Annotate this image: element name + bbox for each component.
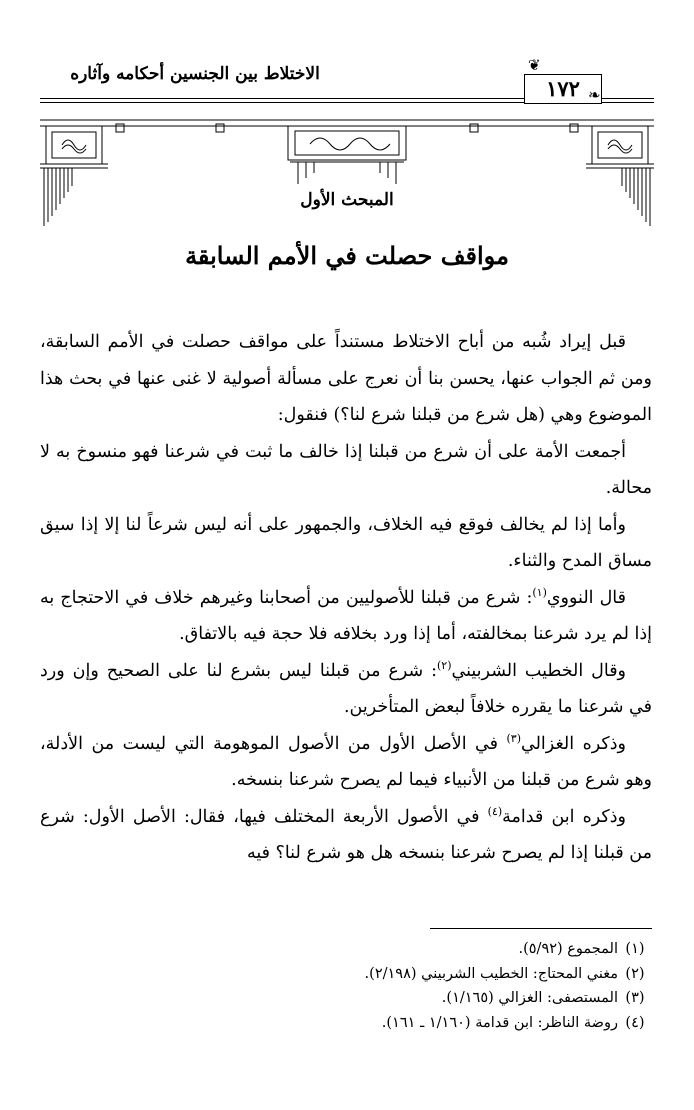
section-title: مواقف حصلت في الأمم السابقة — [185, 241, 509, 270]
paragraph-4-lead: قال النووي — [546, 587, 626, 608]
ornamental-frame — [40, 118, 654, 228]
page-number: ١٧٢ — [524, 74, 602, 104]
paragraph-5 — [40, 653, 652, 726]
paragraph-5-rest: : شرع من قبلنا ليس بشرع لنا على الصحيح وإن ورد في شرعنا ما يقرره خلافاً لبعض المتأخرين. — [40, 660, 652, 717]
paragraph-7-rest: في الأصول الأربعة المختلف فيها، فقال: الأصل الأول: شرع من قبلنا إذا لم يصرح شرعنا بنسخه هل هو شرع لنا؟ فيه — [40, 806, 652, 863]
footnote — [40, 986, 652, 1011]
body-text — [40, 324, 652, 872]
footnote — [40, 1011, 652, 1036]
header-rule-double — [40, 102, 524, 103]
footnotes — [40, 937, 652, 1035]
header-rule-right-double — [600, 102, 654, 103]
paragraph-5-lead: وقال الخطيب الشربيني — [451, 660, 627, 681]
footnote-ref-1: (١) — [532, 585, 547, 599]
paragraph-6-rest: في الأصل الأول من الأصول الموهومة التي ليست من الأدلة، وهو شرع من قبلنا من الأنبياء فيما لم يصرح شرعنا بنسخه. — [40, 733, 652, 790]
paragraph-3: وأما إذا لم يخالف فوقع فيه الخلاف، والجمهور على أنه ليس شرعاً لنا إلا إذا سيق مساق المدح والثناء. — [40, 514, 652, 571]
chapter-heading: المبحث الأول — [300, 190, 394, 210]
leaf-ornament-icon: ❧ — [588, 86, 601, 104]
header-rule — [40, 98, 524, 99]
footnote-ref-3: (٣) — [506, 731, 522, 745]
paragraph-7-lead: وذكره ابن قدامة — [502, 806, 627, 827]
footnote — [40, 962, 652, 987]
page-header — [40, 58, 654, 106]
footnote-text: المستصفى: الغزالي (١/١٦٥). — [441, 990, 618, 1006]
footnote-text: روضة الناظر: ابن قدامة (١/١٦٠ ـ ١٦١). — [381, 1014, 618, 1031]
footnote-number: (١) — [625, 941, 645, 957]
paragraph-1: قبل إيراد شُبه من أباح الاختلاط مستنداً على مواقف حصلت في الأمم السابقة، ومن ثم الجواب عنها، يحسن بنا أن نعرج على مسألة أصولية لا غنى عنها في بحث هذا الموضوع وهي (هل شرع من قبلنا شرع لنا؟) فنقول: — [40, 332, 652, 425]
footnote-text: مغني المحتاج: الخطيب الشربيني (٢/١٩٨). — [364, 965, 618, 982]
footnote-ref-2: (٢) — [437, 658, 452, 672]
leaf-ornament-icon: ❦ — [528, 56, 541, 74]
running-title: الاختلاط بين الجنسين أحكامه وآثاره — [70, 64, 320, 84]
paragraph-7 — [40, 799, 652, 872]
footnote-separator — [430, 928, 652, 929]
paragraph-6 — [40, 726, 652, 799]
paragraph-4 — [40, 580, 652, 653]
footnote-number: (٤) — [625, 1014, 645, 1031]
footnote-text: المجموع (٥/٩٢). — [518, 941, 618, 957]
paragraph-6-lead: وذكره الغزالي — [521, 733, 626, 754]
footnote-number: (٣) — [625, 990, 645, 1006]
header-rule-right — [600, 98, 654, 99]
footnote — [40, 937, 652, 962]
footnote-ref-4: (٤) — [487, 804, 503, 818]
paragraph-2: أجمعت الأمة على أن شرع من قبلنا إذا خالف ما ثبت في شرعنا فهو منسوخ به لا محالة. — [40, 441, 652, 498]
footnote-number: (٢) — [625, 965, 645, 982]
paragraph-4-rest: : شرع من قبلنا للأصوليين من أصحابنا وغيرهم خلاف في الاحتجاج به إذا لم يرد شرعنا بمخالفته، أما إذا ورد بخلافه فلا حجة فيه بالاتفاق. — [40, 587, 652, 644]
